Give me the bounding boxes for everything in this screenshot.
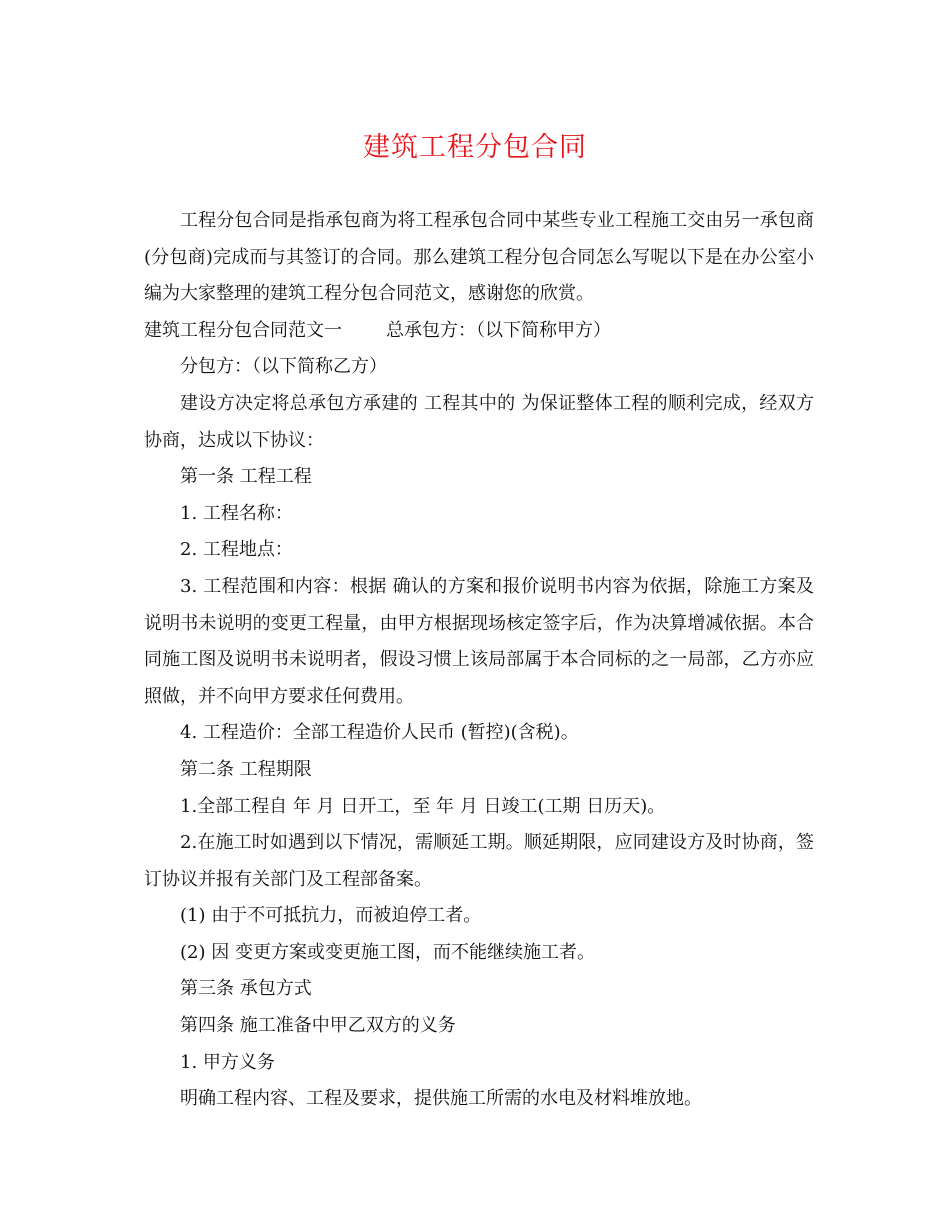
article-1-title: 第一条 工程工程 <box>180 466 312 488</box>
preamble-paragraph: 建设方决定将总承包方承建的 工程其中的 为保证整体工程的顺利完成，经双方协商，达成以下协议： <box>144 392 814 451</box>
party-a: 总承包方：（以下简称甲方） <box>386 319 611 341</box>
intro-paragraph: 工程分包合同是指承包商为将工程承包合同中某些专业工程施工交由另一承包商(分包商)完成而与其签订的合同。那么建筑工程分包合同怎么写呢以下是在办公室小编为大家整理的建筑工程分包合同范文，感谢您的欣赏。 <box>144 210 814 305</box>
article-1-item-2: 2. 工程地点： <box>180 539 293 561</box>
article-4-item-1: 1. 甲方义务 <box>180 1051 275 1073</box>
article-1-item-1: 1. 工程名称： <box>180 502 293 524</box>
article-2-item-2-2: (2) 因 变更方案或变更施工图，而不能继续施工者。 <box>180 941 595 963</box>
sample-heading-line <box>144 313 814 350</box>
article-4-title: 第四条 施工准备中甲乙双方的义务 <box>180 1015 456 1037</box>
article-3-title: 第三条 承包方式 <box>180 978 312 1000</box>
sample-heading: 建筑工程分包合同范文一 <box>144 319 342 341</box>
article-2-item-2: 2.在施工时如遇到以下情况，需顺延工期。顺延期限，应同建设方及时协商，签订协议并报有关部门及工程部备案。 <box>144 832 814 890</box>
article-2-title: 第二条 工程期限 <box>180 758 312 780</box>
article-4-item-1-text: 明确工程内容、工程及要求，提供施工所需的水电及材料堆放地。 <box>180 1088 702 1110</box>
article-2-item-2-1: (1) 由于不可抵抗力，而被迫停工者。 <box>180 905 482 927</box>
article-1-item-3: 3. 工程范围和内容：根据 确认的方案和报价说明书内容为依据，除施工方案及说明书未说明的变更工程量，由甲方根据现场核定签字后，作为决算增减依据。本合同施工图及说明书未说明者，假设习惯上该局部属于本合同标的之一局部，乙方亦应照做，并不向甲方要求任何费用。 <box>144 575 814 707</box>
article-1-item-4: 4. 工程造价：全部工程造价人民币 (暂控)(含税)。 <box>180 722 579 744</box>
document-body <box>144 203 814 1118</box>
document-title: 建筑工程分包合同 <box>363 132 587 163</box>
article-2-item-1: 1.全部工程自 年 月 日开工，至 年 月 日竣工(工期 日历天)。 <box>180 795 666 817</box>
party-b: 分包方：（以下简称乙方） <box>180 356 387 378</box>
